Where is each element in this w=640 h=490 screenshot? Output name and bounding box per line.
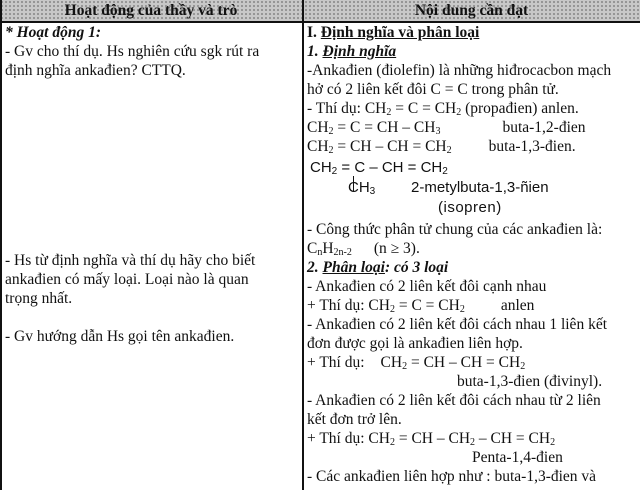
example-divinyl-name: buta-1,3-đien (đivinyl). — [457, 373, 603, 390]
general-formula-text: - Công thức phân tử chung của các ankađien là: — [307, 221, 603, 238]
example-propadiene: - Thí dụ: $CH_2 = C = CH_2$ (propađien) anlen. — [307, 100, 579, 118]
conjugated-diene-text: - Các ankađien liên hợp như : buta-1,3-đien và — [307, 468, 597, 485]
classification-text: kết đơn trở lên. — [307, 411, 402, 428]
example-buta-1-2-diene: $CH_2 = C$ = CH – $CH_3$ buta-1,2-đien — [307, 119, 586, 137]
subsection-classification-heading: 2. Phân loại: có 3 loại — [307, 259, 449, 276]
classification-text: - Ankađien có 2 liên kết đôi cách nhau từ 2 liên — [307, 392, 601, 409]
activity-text: - Gv hướng dẫn Hs gọi tên ankađien. — [5, 328, 235, 345]
definition-text: -Ankađien (điolefin) là những hiđrocacbon mạch — [307, 62, 612, 79]
example-allene: + Thí dụ: $CH_2 = C = CH_2$ anlen — [307, 297, 535, 315]
content-column — [307, 23, 637, 486]
activity-title: * Hoạt động 1: — [5, 24, 102, 41]
example-divinyl: + Thí dụ: $CH_2$ = CH – CH = $CH_2$ — [307, 354, 526, 372]
classification-text: - Ankađien có 2 liên kết đôi cách nhau 1 liên kết — [307, 316, 608, 333]
isoprene-structure — [307, 156, 637, 220]
header-teacher-student-activity: Hoạt động của thầy và trò — [64, 2, 238, 19]
classification-text: đơn được gọi là ankađien liên hợp. — [307, 335, 523, 352]
activity-text: - Hs từ định nghĩa và thí dụ hãy cho biết — [5, 252, 256, 269]
isoprene-main-chain: $CH_2 = C$ – CH = $CH_2$ — [310, 159, 448, 177]
table-header — [0, 0, 640, 23]
activity-text: ankađien có mấy loại. Loại nào là quan — [5, 271, 249, 288]
column-divider — [302, 0, 304, 490]
isoprene-iupac-name: 2-metylbuta-1,3-ñien — [411, 179, 549, 196]
example-penta-1-4-diene: + Thí dụ: $CH_2$ = CH – $CH_2$ – CH = $CH_2$ — [307, 430, 556, 448]
example-penta-name: Penta-1,4-đien — [472, 449, 563, 466]
classification-text: - Ankađien có 2 liên kết đôi cạnh nhau — [307, 278, 547, 295]
activity-column — [5, 23, 299, 346]
spacer — [5, 308, 299, 327]
section-heading: I. Định nghĩa và phân loại — [307, 24, 480, 41]
activity-text: trọng nhất. — [5, 290, 73, 307]
header-content-to-achieve: Nội dung cần đạt — [414, 2, 529, 19]
isoprene-common-name: (isopren) — [438, 199, 502, 216]
example-buta-1-3-diene: $CH_2$ = CH – CH = $CH_2$ buta-1,3-đien. — [307, 138, 576, 156]
definition-text: hở có 2 liên kết đôi C = C trong phân tử. — [307, 81, 559, 98]
general-formula: $C_nH_{2n-2}$ (n ≥ 3). — [307, 240, 420, 258]
left-border — [0, 0, 2, 490]
spacer — [5, 80, 299, 251]
subsection-definition-heading: 1. Định nghĩa — [307, 43, 397, 60]
activity-text: - Gv cho thí dụ. Hs nghiên cứu sgk rút ra — [5, 43, 260, 60]
isoprene-methyl-branch: $CH_3$ — [348, 179, 376, 197]
activity-text: định nghĩa ankađien? CTTQ. — [5, 62, 186, 79]
